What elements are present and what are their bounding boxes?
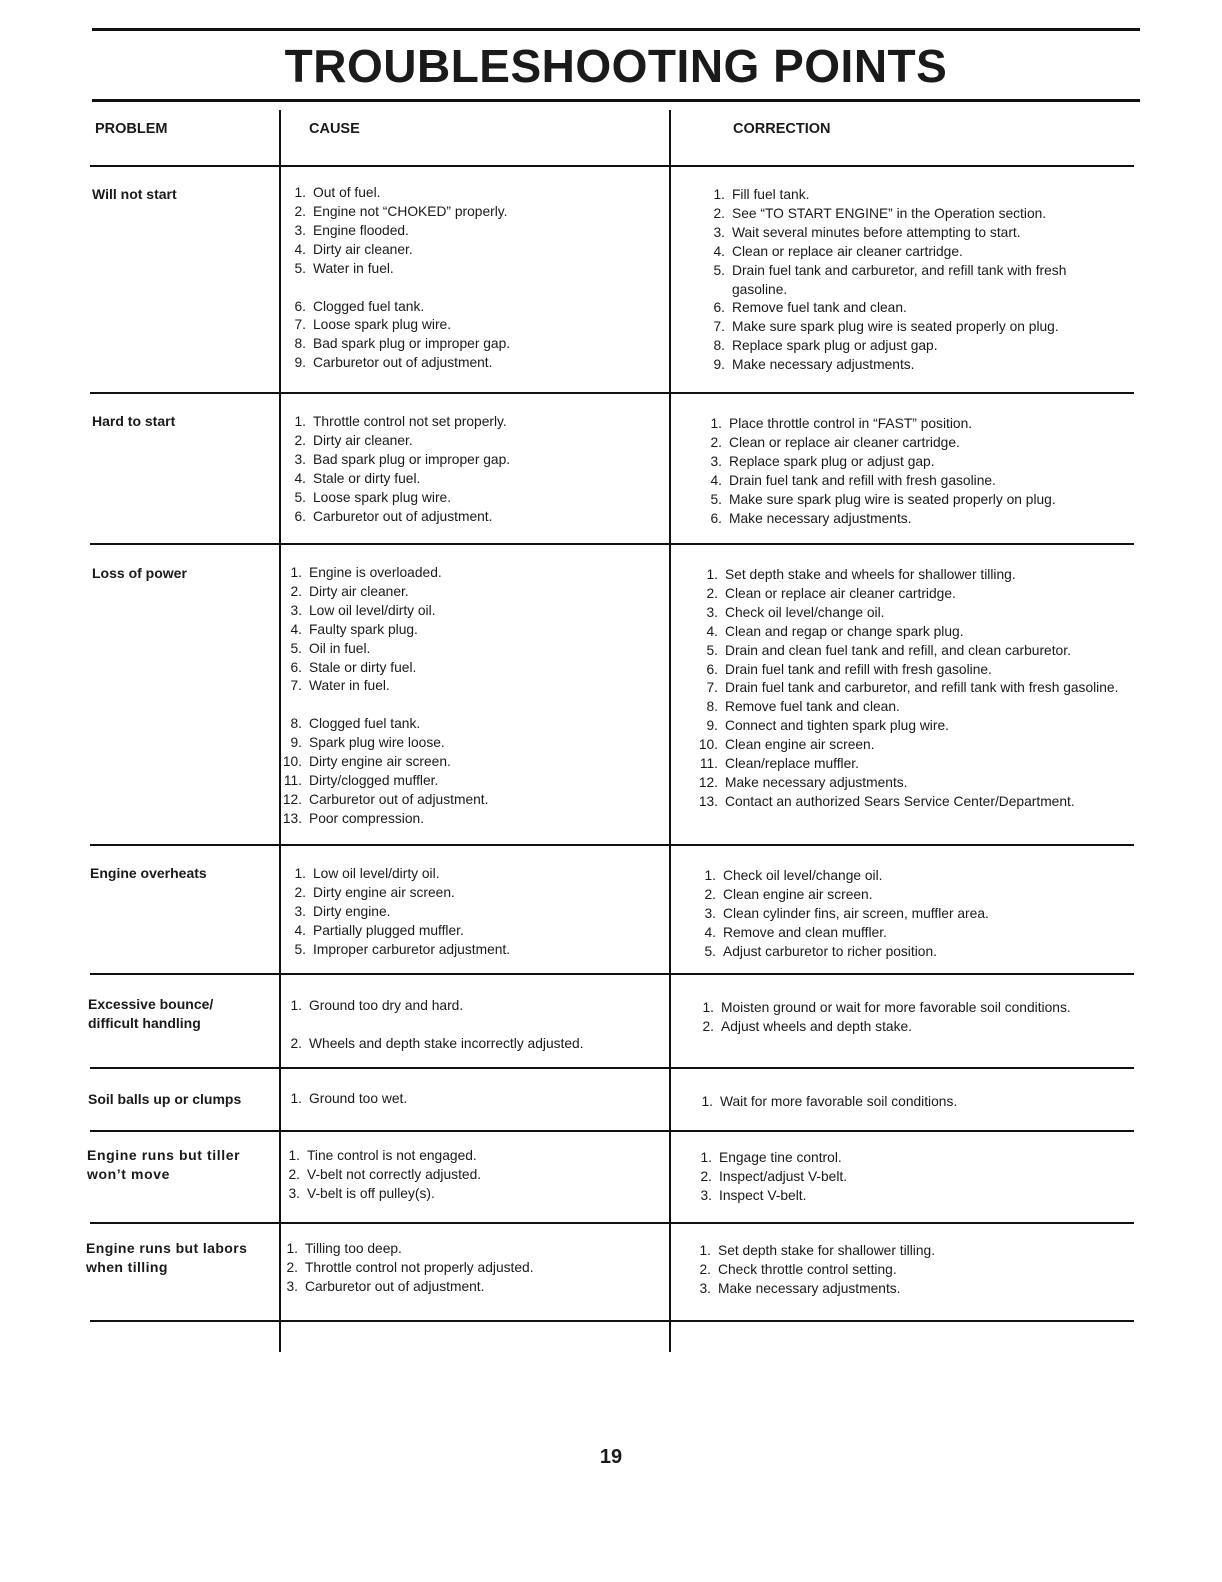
problem-tiller-wont-move: Engine runs but tiller won’t move: [87, 1147, 241, 1182]
top-rule: [92, 28, 1140, 31]
list-item: 3. Check oil level/change oil.: [706, 604, 885, 620]
list-item: 3. Replace spark plug or adjust gap.: [710, 453, 935, 469]
list-item: 1. Ground too wet.: [290, 1091, 408, 1106]
list-item: 5. Make sure spark plug wire is seated properly on plug.: [710, 491, 1056, 507]
list-item: 12. Make necessary adjustments.: [698, 774, 908, 790]
list-item: 9. Spark plug wire loose.: [290, 735, 445, 751]
list-item: 2. Adjust wheels and depth stake.: [702, 1018, 912, 1034]
list-item: 5. Water in fuel.: [294, 260, 394, 276]
problem-will-not-start: Will not start: [92, 186, 177, 202]
list-item: 3. Low oil level/dirty oil.: [290, 602, 436, 618]
correction-list-soil-balls-up: [693, 1093, 1133, 1112]
list-item: 8. Replace spark plug or adjust gap.: [713, 338, 938, 354]
list-item: 1. Low oil level/dirty oil.: [294, 866, 440, 881]
list-item: 2. Wheels and depth stake incorrectly adjusted.: [290, 1035, 584, 1051]
header-separator: [90, 165, 1134, 167]
list-item: 8. Remove fuel tank and clean.: [706, 699, 900, 715]
list-item: 6. Stale or dirty fuel.: [290, 659, 417, 675]
list-item: 5. Improper carburetor adjustment.: [294, 941, 511, 957]
list-item: 4. Remove and clean muffler.: [704, 924, 887, 940]
list-item: 2. Dirty air cleaner.: [294, 432, 413, 448]
header-problem: PROBLEM: [95, 121, 168, 137]
correction-list-hard-to-start: [702, 415, 1142, 528]
correction-list-engine-overheats: [696, 867, 1136, 962]
list-item: 1. Moisten ground or wait for more favorable soil conditions.: [702, 1000, 1071, 1015]
problem-engine-overheats: Engine overheats: [90, 865, 207, 881]
list-item: 7. Loose spark plug wire.: [294, 317, 452, 333]
list-item: 2. Check throttle control setting.: [699, 1261, 897, 1277]
list-item: 10. Clean engine air screen.: [698, 737, 875, 753]
list-item: 5. Drain and clean fuel tank and refill, and clean carburetor.: [706, 642, 1071, 658]
cause-list-engine-overheats: [286, 865, 661, 960]
correction-list-engine-labors: [691, 1242, 1131, 1299]
correction-list-loss-of-power: [698, 566, 1138, 812]
cause-list-hard-to-start: [286, 413, 661, 526]
list-item: 6. Make necessary adjustments.: [710, 510, 912, 526]
header-correction: CORRECTION: [733, 121, 831, 137]
page-number: 19: [599, 1446, 623, 1468]
list-item: 6. Drain fuel tank and refill with fresh gasoline.: [706, 661, 992, 677]
list-item: 1. Set depth stake and wheels for shallower tilling.: [706, 567, 1016, 582]
cause-list-soil-balls-up: [282, 1090, 657, 1109]
list-item: 1. Engine is overloaded.: [290, 565, 442, 580]
list-item: 6. Remove fuel tank and clean.: [713, 300, 907, 316]
list-item: 1. Place throttle control in “FAST” position.: [710, 416, 973, 431]
list-item: 8. Clogged fuel tank.: [290, 716, 421, 732]
list-item: 3. Make necessary adjustments.: [699, 1280, 901, 1296]
list-item: 5. Loose spark plug wire.: [294, 489, 452, 505]
list-item: 2. Clean engine air screen.: [704, 886, 873, 902]
list-item: 3. Wait several minutes before attempting to start.: [713, 224, 1021, 240]
list-item: 3. Bad spark plug or improper gap.: [294, 451, 511, 467]
problem-engine-labors: Engine runs but labors when tilling: [86, 1240, 248, 1275]
list-item: 2. Clean or replace air cleaner cartridge.: [710, 434, 960, 450]
list-item: 1. Wait for more favorable soil conditions.: [701, 1094, 958, 1109]
correction-list-tiller-wont-move: [692, 1149, 1132, 1206]
row-separator: [90, 1130, 1134, 1132]
row-separator: [90, 1222, 1134, 1224]
cause-list-loss-of-power: [282, 564, 657, 829]
list-item: 4. Dirty air cleaner.: [294, 241, 413, 257]
row-separator: [90, 844, 1134, 846]
list-item: 4. Partially plugged muffler.: [294, 922, 464, 938]
list-item: 6. Carburetor out of adjustment.: [294, 508, 493, 524]
list-item: 1. Throttle control not set properly.: [294, 414, 507, 429]
list-item: 2. Dirty air cleaner.: [290, 583, 409, 599]
list-item: 1. Engage tine control.: [700, 1150, 842, 1165]
list-item: 8. Bad spark plug or improper gap.: [294, 336, 511, 352]
list-item: 1. Set depth stake for shallower tilling.: [699, 1243, 936, 1258]
list-item: 2. Throttle control not properly adjusted.: [286, 1259, 534, 1275]
list-item: 4. Clean and regap or change spark plug.: [706, 623, 964, 639]
list-item: 4. Faulty spark plug.: [290, 621, 418, 637]
cause-list-tiller-wont-move: [280, 1147, 655, 1204]
list-item: 13. Poor compression.: [282, 810, 425, 826]
row-separator: [90, 973, 1134, 975]
problem-loss-of-power: Loss of power: [92, 565, 187, 581]
list-item: 9. Make necessary adjustments.: [713, 357, 915, 373]
list-item: 2. Engine not “CHOKED” properly.: [294, 203, 508, 219]
list-item: 11. Clean/replace muffler.: [699, 756, 859, 772]
list-item: 1. Tine control is not engaged.: [288, 1148, 477, 1163]
row-separator: [90, 543, 1134, 545]
cause-list-will-not-start: [286, 184, 661, 373]
list-item: 12. Carburetor out of adjustment.: [282, 791, 489, 807]
problem-soil-balls-up: Soil balls up or clumps: [88, 1091, 242, 1107]
list-item: 3. Engine flooded.: [294, 222, 409, 238]
list-item: 4. Drain fuel tank and refill with fresh gasoline.: [710, 472, 996, 488]
list-item: 5. Drain fuel tank and carburetor, and refill tank with fresh gasoline.: [713, 262, 1067, 297]
list-item: 7. Make sure spark plug wire is seated properly on plug.: [713, 319, 1059, 335]
problem-excessive-bounce: Excessive bounce/ difficult handling: [88, 996, 214, 1031]
list-item: 2. See “TO START ENGINE” in the Operation section.: [713, 205, 1047, 221]
list-item: 11. Dirty/clogged muffler.: [283, 773, 439, 789]
list-item: 4. Stale or dirty fuel.: [294, 470, 421, 486]
list-item: 2. Inspect/adjust V-belt.: [700, 1168, 848, 1184]
page-title: TROUBLESHOOTING POINTS: [284, 40, 948, 92]
correction-list-will-not-start: [705, 186, 1145, 375]
problem-hard-to-start: Hard to start: [92, 413, 176, 429]
list-item: 9. Carburetor out of adjustment.: [294, 355, 493, 371]
list-item: 3. Carburetor out of adjustment.: [286, 1278, 485, 1294]
cause-list-excessive-bounce: [282, 997, 657, 1054]
list-item: 3. V-belt is off pulley(s).: [288, 1185, 435, 1201]
list-item: 3. Inspect V-belt.: [700, 1187, 807, 1203]
header-cause: CAUSE: [309, 121, 360, 137]
table-bottom-rule: [90, 1320, 1134, 1322]
list-item: 1. Ground too dry and hard.: [290, 998, 464, 1013]
list-item: 1. Out of fuel.: [294, 185, 381, 200]
row-separator: [90, 1067, 1134, 1069]
list-item: 1. Check oil level/change oil.: [704, 868, 883, 883]
list-item: 9. Connect and tighten spark plug wire.: [706, 718, 949, 734]
cause-list-engine-labors: [278, 1240, 653, 1297]
list-item: 1. Tilling too deep.: [286, 1241, 402, 1256]
list-item: 7. Drain fuel tank and carburetor, and refill tank with fresh gasoline.: [706, 680, 1119, 696]
list-item: 3. Clean cylinder fins, air screen, muffler area.: [704, 905, 989, 921]
column-divider-2: [669, 110, 671, 1352]
row-separator: [90, 392, 1134, 394]
list-item: 7. Water in fuel.: [290, 678, 390, 694]
list-item: 4. Clean or replace air cleaner cartridge.: [713, 243, 963, 259]
title-rule: [92, 99, 1140, 102]
list-item: 5. Oil in fuel.: [290, 640, 371, 656]
list-item: 2. Clean or replace air cleaner cartridge.: [706, 585, 956, 601]
list-item: 13. Contact an authorized Sears Service Center/Department.: [698, 793, 1075, 809]
list-item: 6. Clogged fuel tank.: [294, 298, 425, 314]
correction-list-excessive-bounce: [694, 999, 1134, 1037]
list-item: 2. Dirty engine air screen.: [294, 884, 455, 900]
list-item: 10. Dirty engine air screen.: [282, 754, 451, 770]
list-item: 2. V-belt not correctly adjusted.: [288, 1166, 482, 1182]
list-item: 1. Fill fuel tank.: [713, 187, 810, 202]
list-item: 5. Adjust carburetor to richer position.: [704, 943, 937, 959]
list-item: 3. Dirty engine.: [294, 903, 391, 919]
